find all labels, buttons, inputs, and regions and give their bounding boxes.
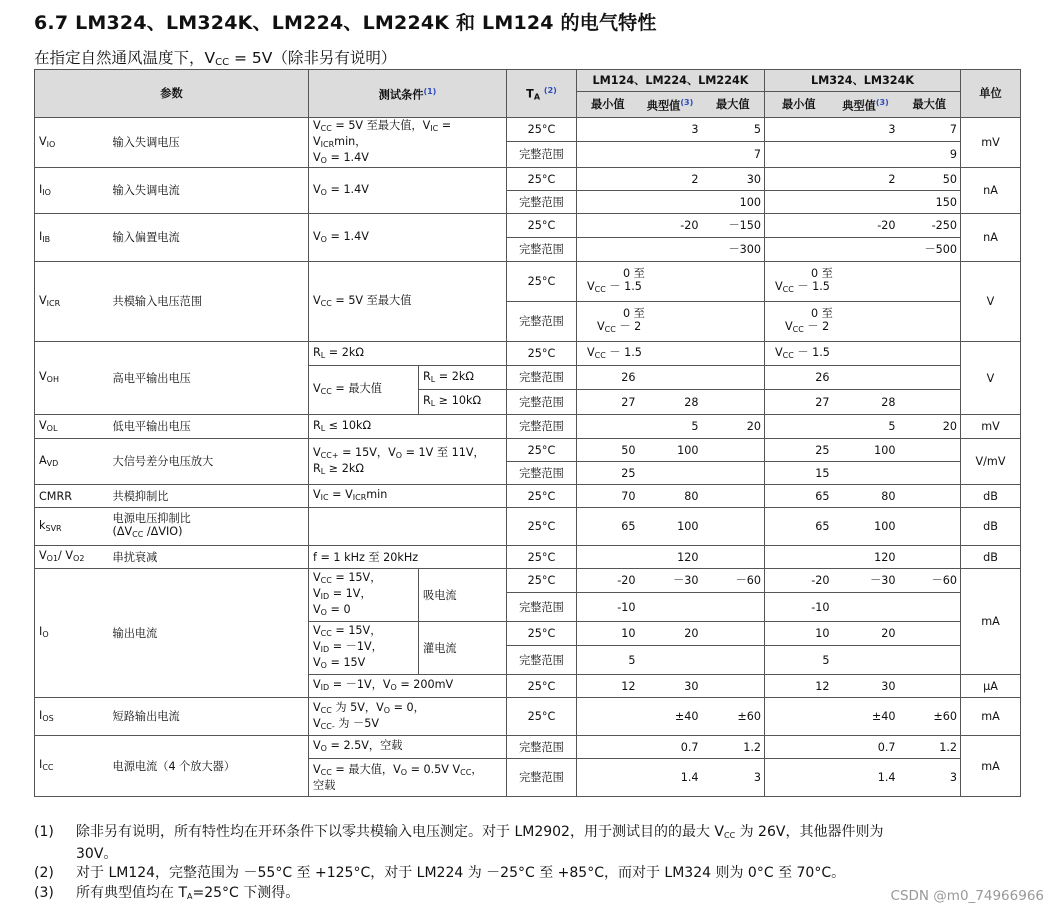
table-cell <box>765 546 833 569</box>
table-cell <box>577 546 639 569</box>
footnote-2: (2) 对于 LM124，完整范围为 －55°C 至 +125°C，对于 LM224 为 －25°C 至 +85°C，而对于 LM324 则为 0°C 至 70°C。 <box>34 865 846 881</box>
param-name: 共模输入电压范围 <box>107 262 309 342</box>
table-cell <box>833 593 899 622</box>
table-cell: 26 <box>765 366 833 390</box>
table-cell: 完整范围 <box>507 366 577 390</box>
table-cell <box>833 366 899 390</box>
header-min: 最小值 <box>577 92 639 118</box>
table-cell: CMRR <box>35 485 107 508</box>
test-condition: $V_O = 1.4V$ <box>309 214 507 262</box>
table-cell: 完整范围 <box>507 462 577 485</box>
header-ta: $T_A$ $^{(2)}$ <box>507 70 577 118</box>
table-cell: 7 <box>702 142 765 168</box>
table-cell <box>702 485 765 508</box>
table-cell: 150 <box>899 191 961 214</box>
table-row <box>35 415 1021 439</box>
param-name: 输入失调电压 <box>107 118 309 168</box>
table-cell: 120 <box>639 546 702 569</box>
table-cell <box>577 118 639 142</box>
page-title: 6.7 LM324、LM324K、LM224、LM224K 和 LM124 的电气特性 <box>34 12 657 34</box>
table-cell <box>577 168 639 191</box>
table-cell <box>899 646 961 675</box>
table-cell <box>899 390 961 415</box>
table-cell <box>577 759 639 797</box>
table-cell: 25°C <box>507 508 577 546</box>
table-cell <box>899 366 961 390</box>
param-symbol: $V_{OH}$ <box>35 342 107 415</box>
table-cell: 10 <box>765 622 833 646</box>
table-cell: 大信号差分电压放大 <box>107 439 309 485</box>
table-cell: $V_{ID} = -1V$，$V_O = 200mV$ <box>309 675 507 698</box>
table-cell: 串扰衰减 <box>107 546 309 569</box>
table-cell: 50 <box>899 168 961 191</box>
table-cell <box>899 675 961 698</box>
table-cell: 5 <box>765 646 833 675</box>
table-cell: $V_{CC}$ = 最大值 <box>309 366 419 415</box>
table-cell <box>702 439 765 462</box>
table-cell: 27 <box>577 390 639 415</box>
table-cell <box>639 238 702 262</box>
table-cell: 5 <box>639 415 702 439</box>
table-cell <box>765 191 833 214</box>
table-cell: 30 <box>702 168 765 191</box>
table-cell <box>765 142 833 168</box>
table-cell <box>765 759 833 797</box>
header-typ: 典型值$^{(3)}$ <box>833 92 899 118</box>
table-cell <box>639 191 702 214</box>
table-cell: 120 <box>833 546 899 569</box>
param-name: 输入偏置电流 <box>107 214 309 262</box>
table-cell <box>765 698 833 736</box>
table-cell <box>702 593 765 622</box>
subtitle: 在指定自然通风温度下，$V_{CC} = 5V$（除非另有说明） <box>34 49 397 68</box>
table-cell: $A_{VD}$ <box>35 439 107 485</box>
table-cell <box>702 675 765 698</box>
table-cell: $V_O = 2.5V$，空载 <box>309 736 507 759</box>
table-cell: 12 <box>765 675 833 698</box>
table-cell: 10 <box>577 622 639 646</box>
test-condition: $V_{CC} = 5V$ 至最大值 <box>309 262 507 342</box>
table-cell <box>309 508 507 546</box>
table-cell: $R_L = 2k\Omega$ <box>419 366 507 390</box>
ta-cell: 25°C <box>507 118 577 142</box>
table-cell: －30 <box>639 569 702 593</box>
footnote-1: (1) 除非另有说明，所有特性均在开环条件下以零共模输入电压测定。对于 LM2902，用于测试目的的最大 $V_{CC}$ 为 26V，其他器件则为 30V。 <box>34 824 884 862</box>
table-cell: 50 <box>577 439 639 462</box>
table-cell <box>639 366 702 390</box>
table-cell <box>639 593 702 622</box>
table-cell: 完整范围 <box>507 415 577 439</box>
table-cell: $V_{CC} = 15V$， $V_{ID} = -1V$， $V_O = 15V$ <box>309 622 419 675</box>
table-cell <box>702 390 765 415</box>
table-cell <box>765 238 833 262</box>
table-cell <box>577 736 639 759</box>
table-row <box>35 342 1021 366</box>
table-cell <box>899 462 961 485</box>
table-cell: $V_{CC}$ = 最大值，$V_O = 0.5V$ $V_{CC}$， 空载 <box>309 759 507 797</box>
table-cell: 100 <box>639 508 702 546</box>
table-cell: 30 <box>639 675 702 698</box>
table-cell: 完整范围 <box>507 390 577 415</box>
table-cell: 27 <box>765 390 833 415</box>
table-cell <box>702 646 765 675</box>
table-cell: 5 <box>833 415 899 439</box>
table-cell <box>577 415 639 439</box>
header-typ: 典型值$^{(3)}$ <box>639 92 702 118</box>
table-cell <box>765 415 833 439</box>
table-cell: 3 <box>899 759 961 797</box>
table-cell: mA <box>961 698 1021 736</box>
table-cell: 完整范围 <box>507 191 577 214</box>
table-cell: 25°C <box>507 698 577 736</box>
table-cell: dB <box>961 546 1021 569</box>
table-cell: 0 至 $V_{CC} - 2$ <box>577 302 765 342</box>
table-cell: 共模抑制比 <box>107 485 309 508</box>
table-cell: 1.4 <box>833 759 899 797</box>
table-cell: 完整范围 <box>507 736 577 759</box>
table-cell <box>702 366 765 390</box>
header-group1: LM124、LM224、LM224K <box>577 70 765 92</box>
table-cell: $V_{O1}/$ $V_{O2}$ <box>35 546 107 569</box>
table-cell: ±40 <box>833 698 899 736</box>
table-cell: 3 <box>639 118 702 142</box>
table-cell <box>639 462 702 485</box>
table-cell: μA <box>961 675 1021 698</box>
table-cell: 完整范围 <box>507 238 577 262</box>
table-cell: ±40 <box>639 698 702 736</box>
table-cell: mA <box>961 736 1021 797</box>
table-cell: $V_{CC} - 1.5$ <box>577 342 765 366</box>
table-cell: $V_{CC} = 15V$， $V_{ID} = 1V$， $V_O = 0$ <box>309 569 419 622</box>
table-cell: 25°C <box>507 342 577 366</box>
table-cell: 100 <box>639 439 702 462</box>
table-cell <box>765 168 833 191</box>
ta-cell: 完整范围 <box>507 142 577 168</box>
table-cell: 28 <box>639 390 702 415</box>
table-cell: -20 <box>639 214 702 238</box>
table-cell: 25°C <box>507 439 577 462</box>
table-row <box>35 736 1021 759</box>
table-cell: 25°C <box>507 546 577 569</box>
table-cell <box>765 736 833 759</box>
table-row <box>35 439 1021 462</box>
table-cell <box>899 439 961 462</box>
param-symbol: $I_{IO}$ <box>35 168 107 214</box>
table-cell <box>833 462 899 485</box>
table-cell: －500 <box>899 238 961 262</box>
table-cell <box>639 142 702 168</box>
table-cell: -20 <box>833 214 899 238</box>
table-cell: 25°C <box>507 569 577 593</box>
table-cell: $V_{CC} - 1.5$ <box>765 342 961 366</box>
table-row <box>35 485 1021 508</box>
table-cell <box>702 622 765 646</box>
header-min: 最小值 <box>765 92 833 118</box>
table-cell: f = 1 kHz 至 20kHz <box>309 546 507 569</box>
table-row <box>35 168 1021 191</box>
header-unit: 单位 <box>961 70 1021 118</box>
table-cell: 80 <box>833 485 899 508</box>
param-symbol: $I_{IB}$ <box>35 214 107 262</box>
table-cell: $V_{CC}$ 为 5V，$V_O = 0$， $V_{CC-}$ 为 －5V <box>309 698 507 736</box>
table-cell: 3 <box>833 118 899 142</box>
table-cell <box>899 593 961 622</box>
param-symbol: $V_{IO}$ <box>35 118 107 168</box>
table-cell: 完整范围 <box>507 759 577 797</box>
table-cell: 80 <box>639 485 702 508</box>
table-cell: 1.2 <box>899 736 961 759</box>
table-cell <box>899 485 961 508</box>
table-cell: nA <box>961 214 1021 262</box>
table-cell: V/mV <box>961 439 1021 485</box>
param-name: 高电平输出电压 <box>107 342 309 415</box>
watermark: CSDN @m0_74966966 <box>890 888 1044 904</box>
table-cell: 30 <box>833 675 899 698</box>
table-cell: －30 <box>833 569 899 593</box>
table-row <box>35 508 1021 546</box>
table-cell: $I_{OS}$ <box>35 698 107 736</box>
param-name: 输入失调电流 <box>107 168 309 214</box>
table-cell: 0.7 <box>833 736 899 759</box>
table-cell: ±60 <box>899 698 961 736</box>
table-cell: 9 <box>899 142 961 168</box>
table-cell <box>577 142 639 168</box>
table-cell: $V_{OL}$ <box>35 415 107 439</box>
table-cell: 100 <box>702 191 765 214</box>
table-cell: 20 <box>833 622 899 646</box>
table-cell: －150 <box>702 214 765 238</box>
table-cell: 0 至 $V_{CC} - 2$ <box>765 302 961 342</box>
table-cell: dB <box>961 508 1021 546</box>
table-cell: 1.2 <box>702 736 765 759</box>
table-cell: 25°C <box>507 622 577 646</box>
table-cell <box>833 646 899 675</box>
table-cell: 20 <box>639 622 702 646</box>
table-cell: 电源电压抑制比 ($\Delta V_{CC}$ /ΔVIO) <box>107 508 309 546</box>
table-cell <box>899 508 961 546</box>
table-cell <box>833 191 899 214</box>
table-cell: 2 <box>833 168 899 191</box>
table-cell: 7 <box>899 118 961 142</box>
table-cell: 12 <box>577 675 639 698</box>
param-symbol: $V_{ICR}$ <box>35 262 107 342</box>
unit-cell: mV <box>961 118 1021 168</box>
table-cell: 25 <box>577 462 639 485</box>
table-cell: 低电平输出电压 <box>107 415 309 439</box>
table-cell: 1.4 <box>639 759 702 797</box>
table-cell: 20 <box>899 415 961 439</box>
table-cell: $k_{SVR}$ <box>35 508 107 546</box>
table-cell: 2 <box>639 168 702 191</box>
table-cell: -250 <box>899 214 961 238</box>
table-cell: 100 <box>833 508 899 546</box>
table-cell: 70 <box>577 485 639 508</box>
table-cell: ±60 <box>702 698 765 736</box>
table-cell: 5 <box>702 118 765 142</box>
table-cell: 3 <box>702 759 765 797</box>
table-cell: 短路输出电流 <box>107 698 309 736</box>
table-cell: $R_L \le 10k\Omega$ <box>309 415 507 439</box>
table-cell: 100 <box>833 439 899 462</box>
table-row <box>35 262 1021 302</box>
table-cell: 25°C <box>507 214 577 238</box>
table-cell: -20 <box>765 569 833 593</box>
header-cond: 测试条件$^{(1)}$ <box>309 70 507 118</box>
table-cell: 25°C <box>507 675 577 698</box>
table-cell: 完整范围 <box>507 593 577 622</box>
table-row <box>35 118 1021 142</box>
table-cell: 0.7 <box>639 736 702 759</box>
table-cell: $I_{CC}$ <box>35 736 107 797</box>
table-cell: $V_{CC+} = 15V$，$V_O = 1V$ 至 11V， $R_L \ge 2k\Omega$ <box>309 439 507 485</box>
table-cell: 25°C <box>507 168 577 191</box>
table-cell <box>765 214 833 238</box>
table-cell <box>702 508 765 546</box>
table-cell: $I_O$ <box>35 569 107 698</box>
table-cell: $V_{IC} = V_{ICR}\min$ <box>309 485 507 508</box>
table-row <box>35 214 1021 238</box>
table-cell: mV <box>961 415 1021 439</box>
table-cell: －60 <box>899 569 961 593</box>
table-cell: dB <box>961 485 1021 508</box>
header-group2: LM324、LM324K <box>765 70 961 92</box>
table-cell: -10 <box>577 593 639 622</box>
table-cell <box>833 142 899 168</box>
table-cell: -10 <box>765 593 833 622</box>
table-cell: －300 <box>702 238 765 262</box>
table-cell <box>577 698 639 736</box>
table-cell: $R_L = 2k\Omega$ <box>309 342 507 366</box>
table-row <box>35 569 1021 593</box>
table-cell <box>577 238 639 262</box>
table-cell <box>702 546 765 569</box>
table-cell: 25 <box>765 439 833 462</box>
table-cell: 吸电流 <box>419 569 507 622</box>
table-cell <box>702 462 765 485</box>
table-cell: 65 <box>765 508 833 546</box>
table-cell: 完整范围 <box>507 302 577 342</box>
table-row <box>35 698 1021 736</box>
table-cell: $R_L \ge 10k\Omega$ <box>419 390 507 415</box>
header-max: 最大值 <box>702 92 765 118</box>
table-cell <box>899 546 961 569</box>
table-cell: 输出电流 <box>107 569 309 698</box>
test-condition: $V_{CC} = 5V$ 至最大值，$V_{IC}$ = $V_{ICR}\min$， $V_O = 1.4V$ <box>309 118 507 168</box>
table-cell: 灌电流 <box>419 622 507 675</box>
table-cell: 完整范围 <box>507 646 577 675</box>
table-cell: 25°C <box>507 485 577 508</box>
table-cell: 0 至 $V_{CC} - 1.5$ <box>577 262 765 302</box>
spec-table <box>34 69 1021 797</box>
table-cell: mA <box>961 569 1021 675</box>
table-cell: nA <box>961 168 1021 214</box>
table-cell <box>577 214 639 238</box>
table-cell: 65 <box>765 485 833 508</box>
table-cell: 20 <box>702 415 765 439</box>
table-cell: 15 <box>765 462 833 485</box>
table-cell <box>765 118 833 142</box>
table-cell <box>577 191 639 214</box>
table-cell <box>899 622 961 646</box>
table-cell: 28 <box>833 390 899 415</box>
table-cell: 0 至 $V_{CC} - 1.5$ <box>765 262 961 302</box>
table-cell: V <box>961 262 1021 342</box>
header-param: 参数 <box>35 70 309 118</box>
table-cell: 65 <box>577 508 639 546</box>
table-cell: 5 <box>577 646 639 675</box>
table-cell: V <box>961 342 1021 415</box>
table-cell: 26 <box>577 366 639 390</box>
table-cell <box>639 646 702 675</box>
test-condition: $V_O = 1.4V$ <box>309 168 507 214</box>
footnote-3: (3) 所有典型值均在 $T_A=25^\circ C$ 下测得。 <box>34 885 300 901</box>
table-cell: －60 <box>702 569 765 593</box>
table-cell: 25°C <box>507 262 577 302</box>
table-cell: -20 <box>577 569 639 593</box>
table-cell: 电源电流（4 个放大器） <box>107 736 309 797</box>
table-cell <box>833 238 899 262</box>
header-max: 最大值 <box>899 92 961 118</box>
table-row <box>35 546 1021 569</box>
